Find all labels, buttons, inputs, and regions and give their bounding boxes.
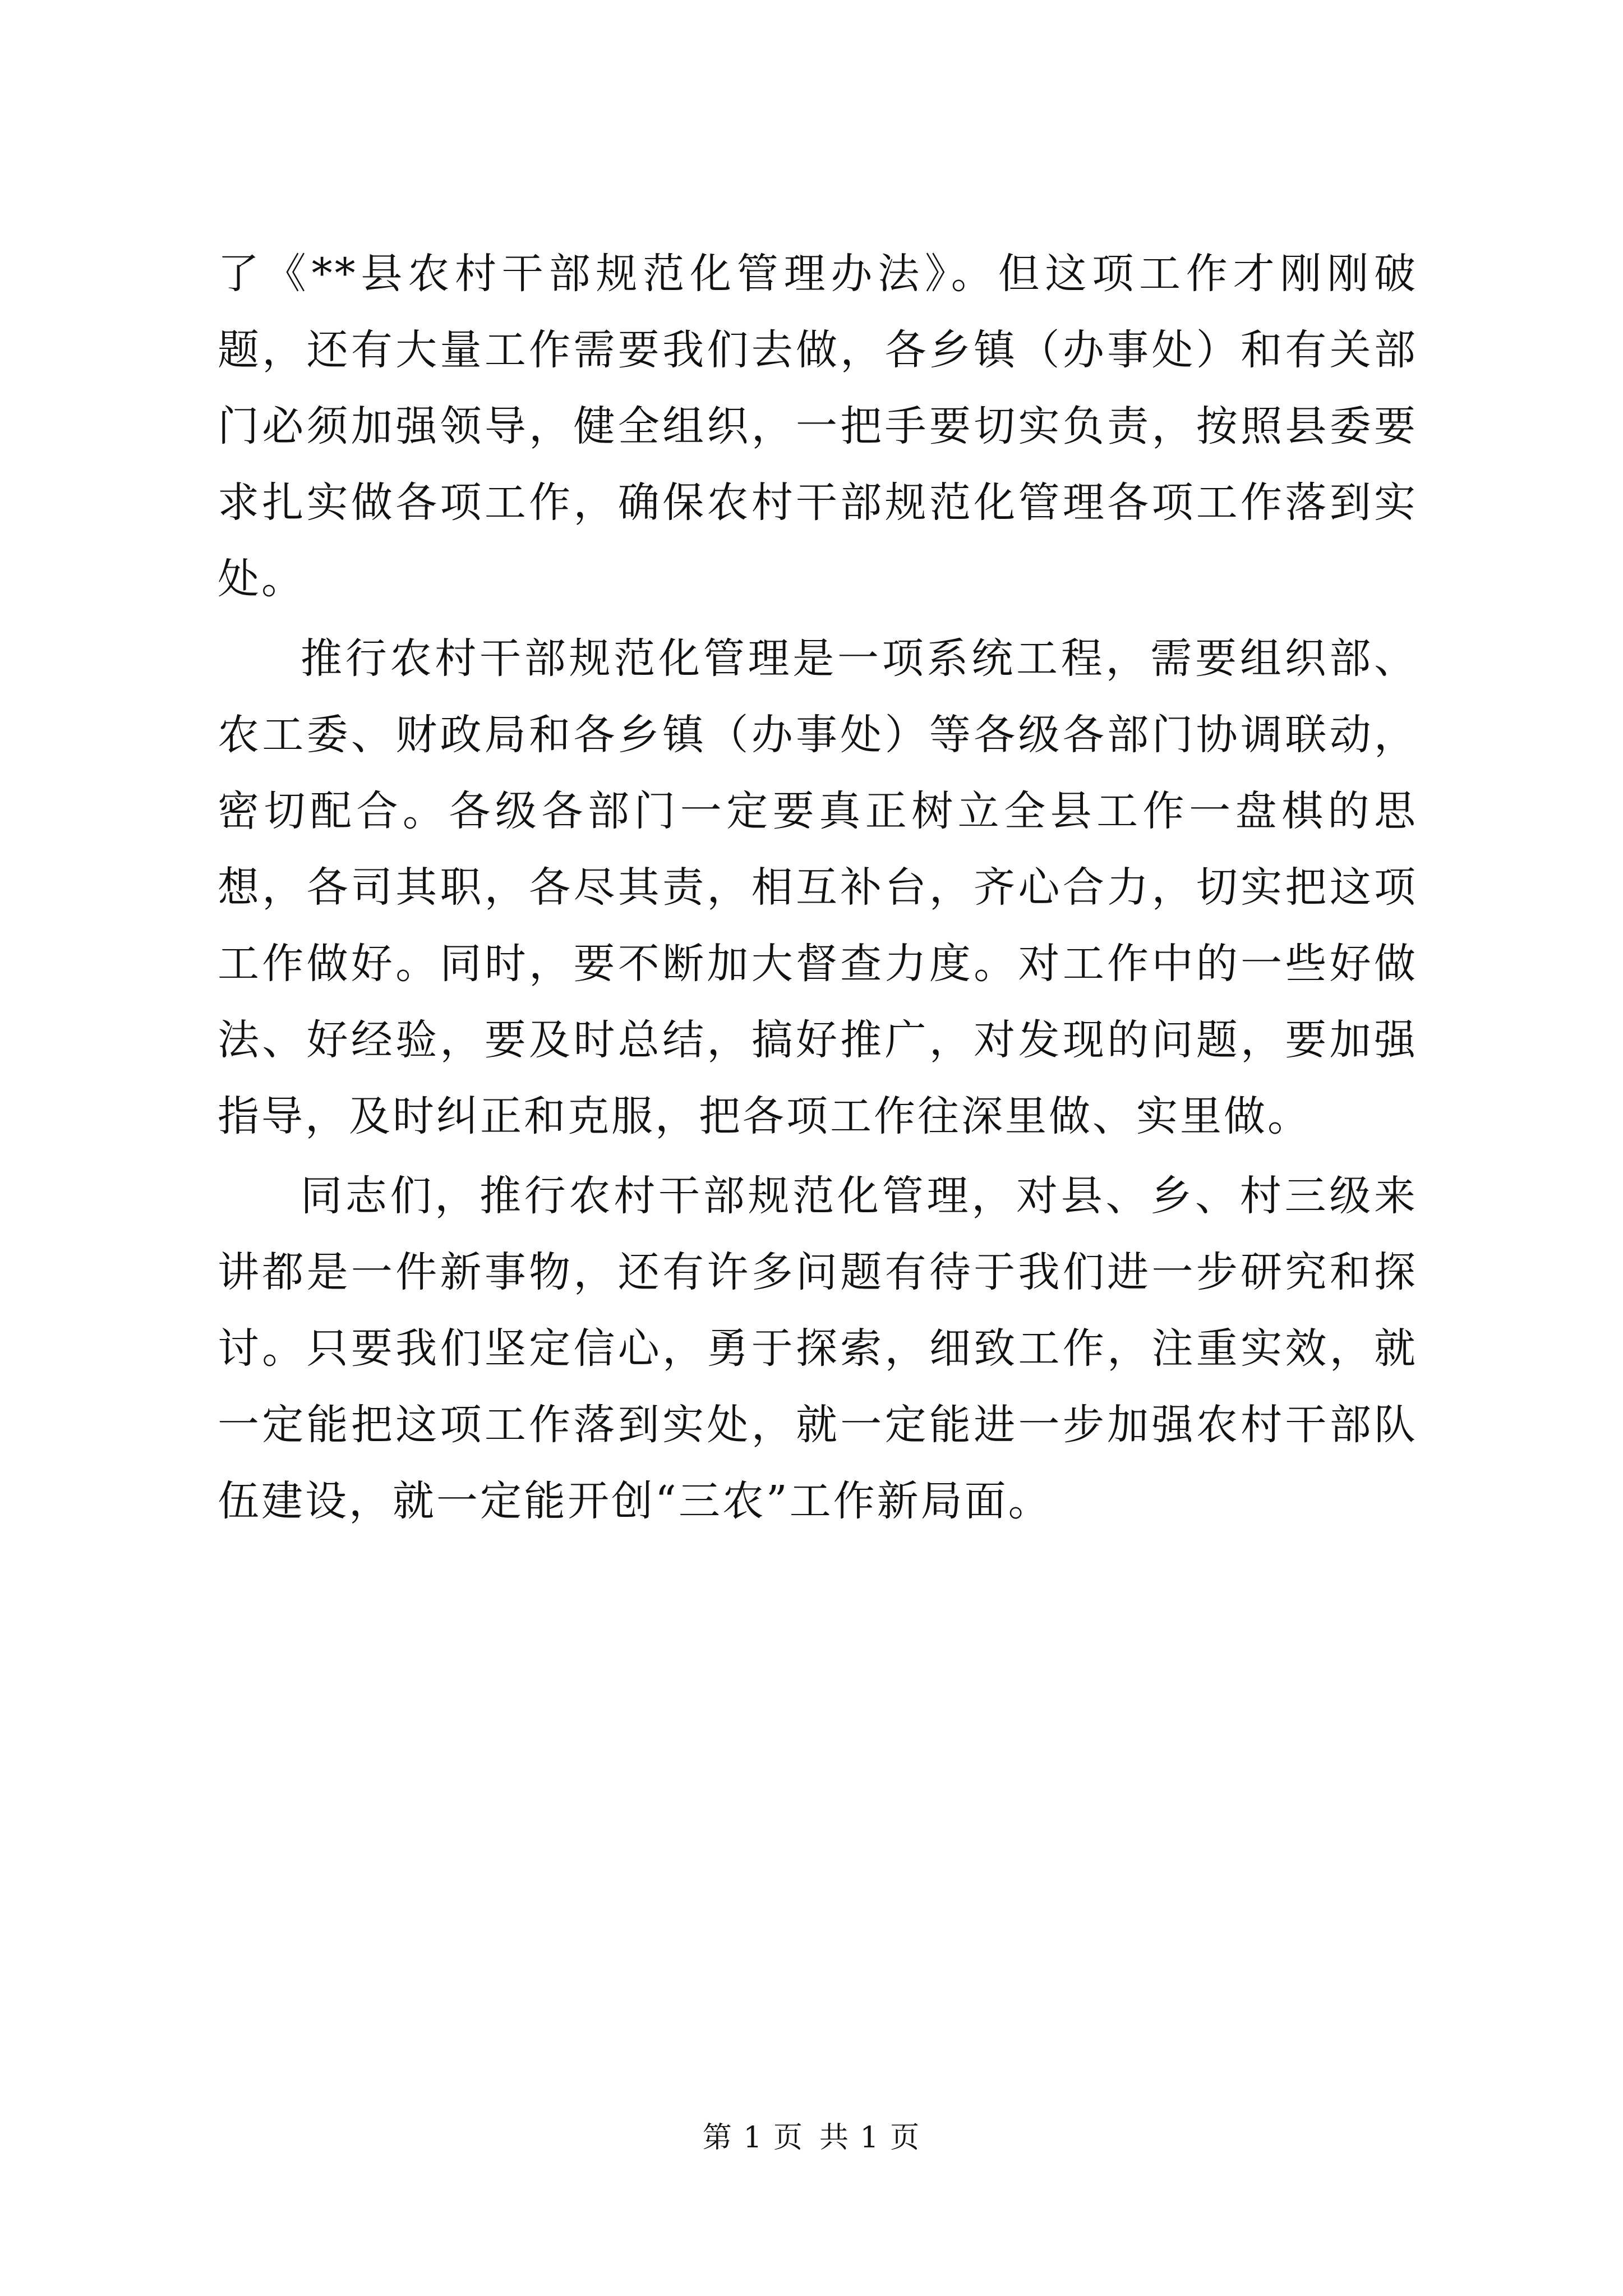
paragraph-coordination: 推行农村干部规范化管理是一项系统工程，需要组织部、农工委、财政局和各乡镇（办事处）等各级各部门协调联动，密切配合。各级各部门一定要真正树立全县工作一盘棋的思想，各司其职，各尽其责，相互补台，齐心合力，切实把这项工作做好。同时，要不断加大督查力度。对工作中的一些好做法、好经验，要及时总结，搞好推广，对发现的问题，要加强指导，及时纠正和克服，把各项工作往深里做、实里做。 [218,634,1418,1140]
paragraph-continuation: 了《**县农村干部规范化管理办法》。但这项工作才刚刚破题，还有大量工作需要我们去做，各乡镇（办事处）和有关部门必须加强领导，健全组织，一把手要切实负责，按照县委要求扎实做各项工作，确保农村干部规范化管理各项工作落到实处。 [218,250,1418,603]
document-body [218,236,1418,1539]
page-total: 共 1 页 [819,2121,921,2155]
page-footer [0,2118,1623,2157]
page-number: 第 1 页 [702,2121,804,2155]
paragraph-conclusion: 同志们，推行农村干部规范化管理，对县、乡、村三级来讲都是一件新事物，还有许多问题有待于我们进一步研究和探讨。只要我们坚定信心，勇于探索，细致工作，注重实效，就一定能把这项工作落到实处，就一定能进一步加强农村干部队伍建设，就一定能开创“三农”工作新局面。 [218,1172,1418,1525]
